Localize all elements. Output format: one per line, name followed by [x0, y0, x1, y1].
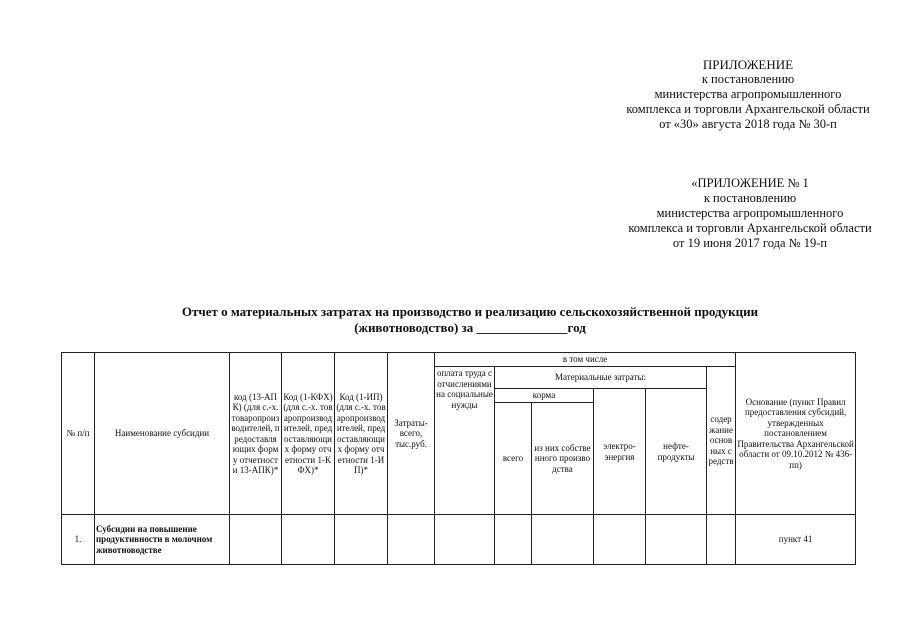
table-row: [62, 515, 856, 565]
row-cell-empty: [495, 515, 532, 565]
row-cell-empty: [388, 515, 435, 565]
header-material-costs: Материальные затраты:: [495, 367, 707, 389]
header-subsidy-name: Наименование субсидии: [95, 353, 230, 515]
row-num: 1.: [62, 515, 95, 565]
header-basis: Основание (пункт Правил предоставления субсидий, утвержденных постановлением Правительства Архангельской области от 09.10.2012 № 436-пп): [736, 353, 856, 515]
header-code-13apk: код (13-АПК) (для с.-х. товаропроизводителей, предоставляющих форму отчетности 13-АПК)*: [230, 353, 282, 515]
row-cell-empty: [230, 515, 282, 565]
row-cell-empty: [335, 515, 388, 565]
quoted-appendix-date: от 19 июня 2017 года № 19-п: [672, 236, 828, 250]
header-oil-products: нефте-продукты: [646, 389, 707, 515]
report-title: [100, 304, 840, 336]
quoted-appendix-line: министерства агропромышленного: [656, 206, 844, 220]
appendix-header: [598, 57, 898, 132]
appendix-line: комплекса и торговли Архангельской области: [626, 102, 870, 116]
report-title-line2: (животноводство) за ______________год: [354, 320, 586, 335]
header-feed-own: из них собственного производства: [532, 403, 594, 515]
quoted-appendix-line: к постановлению: [703, 191, 797, 205]
row-cell-empty: [282, 515, 335, 565]
header-including: в том числе: [435, 353, 736, 367]
header-electricity: электро-энергия: [594, 389, 646, 515]
quoted-appendix-line: комплекса и торговли Архангельской области: [628, 221, 872, 235]
header-num: № п/п: [62, 353, 95, 515]
row-cell-empty: [532, 515, 594, 565]
appendix-date: от «30» августа 2018 года № 30-п: [659, 117, 837, 131]
row-cell-empty: [435, 515, 495, 565]
row-cell-empty: [646, 515, 707, 565]
appendix-line: к постановлению: [701, 72, 795, 86]
row-subsidy-name: Субсидии на повышение продуктивности в молочном животноводстве: [95, 515, 230, 565]
report-table: [61, 352, 856, 565]
header-fixed-assets: содержание основных средств: [707, 367, 736, 515]
row-cell-empty: [707, 515, 736, 565]
header-feed-total: всего: [495, 403, 532, 515]
quoted-appendix-header: [600, 176, 900, 251]
header-code-1ip: Код (1-ИП) (для с.-х. товаропроизводителей, предоставляющих форму отчетности 1-ИП)*: [335, 353, 388, 515]
header-feed: корма: [495, 389, 594, 403]
header-code-1kfh: Код (1-КФХ) (для с.-х. товаропроизводителей, предоставляющих форму отчетности 1-КФХ)*: [282, 353, 335, 515]
row-basis: пункт 41: [736, 515, 856, 565]
report-title-line1: Отчет о материальных затратах на производство и реализацию сельскохозяйственной продукции: [181, 304, 759, 319]
appendix-title: ПРИЛОЖЕНИЕ: [702, 57, 794, 72]
header-costs-total: Затраты-всего, тыс.руб.: [388, 353, 435, 515]
row-cell-empty: [594, 515, 646, 565]
appendix-line: министерства агропромышленного: [654, 87, 842, 101]
quoted-appendix-title: «ПРИЛОЖЕНИЕ № 1: [691, 176, 809, 190]
header-labor: оплата труда с отчислениями на социальные нужды: [435, 367, 495, 515]
